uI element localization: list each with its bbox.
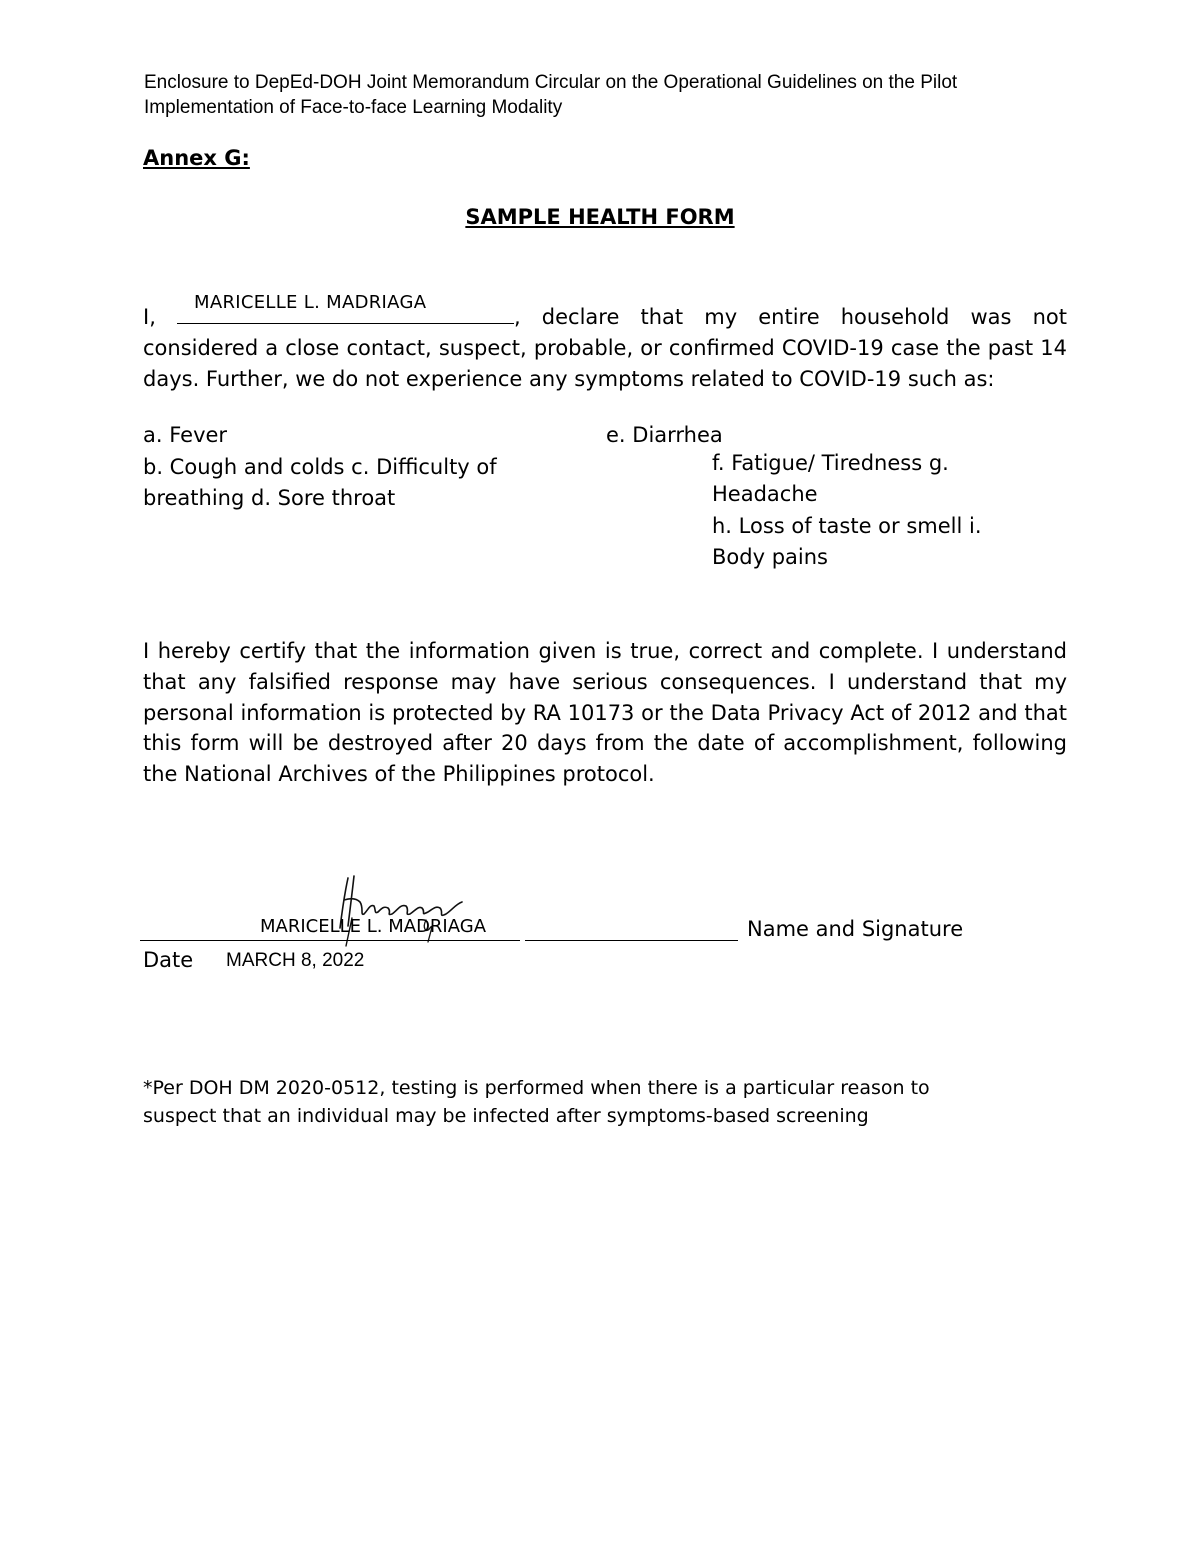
symptoms-left-block: b. Cough and colds c. Difficulty of breathing d. Sore throat: [143, 455, 497, 510]
annex-label: Annex G:: [143, 146, 250, 170]
date-label: Date: [143, 948, 194, 972]
declarant-name: MARICELLE L. MADRIAGA: [194, 292, 427, 314]
symptom-a: a. Fever: [143, 423, 228, 447]
signature-line-right: [525, 940, 738, 941]
declaration-text: , declare that my entire household was not considered a close contact, suspect, probable, or confirmed COVID-19 case the past 14 days. Further, we do not experience any symptoms related to COVID-19 such as:: [143, 305, 1067, 391]
date-value: MARCH 8, 2022: [226, 950, 365, 971]
signature-line-left: [140, 940, 520, 941]
symptoms-right-block-1: f. Fatigue/ Tiredness g. Headache: [712, 451, 949, 506]
declaration-prefix: I,: [143, 305, 156, 329]
name-signature-label: Name and Signature: [747, 917, 964, 941]
symptoms-right-column: [712, 448, 1012, 572]
enclosure-header: Enclosure to DepEd-DOH Joint Memorandum Circular on the Operational Guidelines on the Pilot Implementation of Face-to-face Learning Modality: [144, 72, 958, 118]
symptoms-right-block-2: h. Loss of taste or smell i. Body pains: [712, 514, 982, 569]
signer-printed-name: MARICELLE L. MADRIAGA: [260, 916, 487, 937]
footnote: *Per DOH DM 2020-0512, testing is performed when there is a particular reason to suspect that an individual may be infected after symptoms-based screening: [143, 1077, 930, 1127]
symptom-e: e. Diarrhea: [606, 423, 723, 447]
name-field: [177, 292, 514, 324]
certification-paragraph: I hereby certify that the information given is true, correct and complete. I understand that any falsified response may have serious consequences. I understand that my personal information is protected by RA 10173 or the Data Privacy Act of 2012 and that this form will be destroyed after 20 days from the date of accomplishment, following the National Archives of the Philippines protocol.: [143, 639, 1067, 787]
declaration-paragraph: [143, 292, 1067, 394]
form-title: SAMPLE HEALTH FORM: [465, 205, 735, 229]
